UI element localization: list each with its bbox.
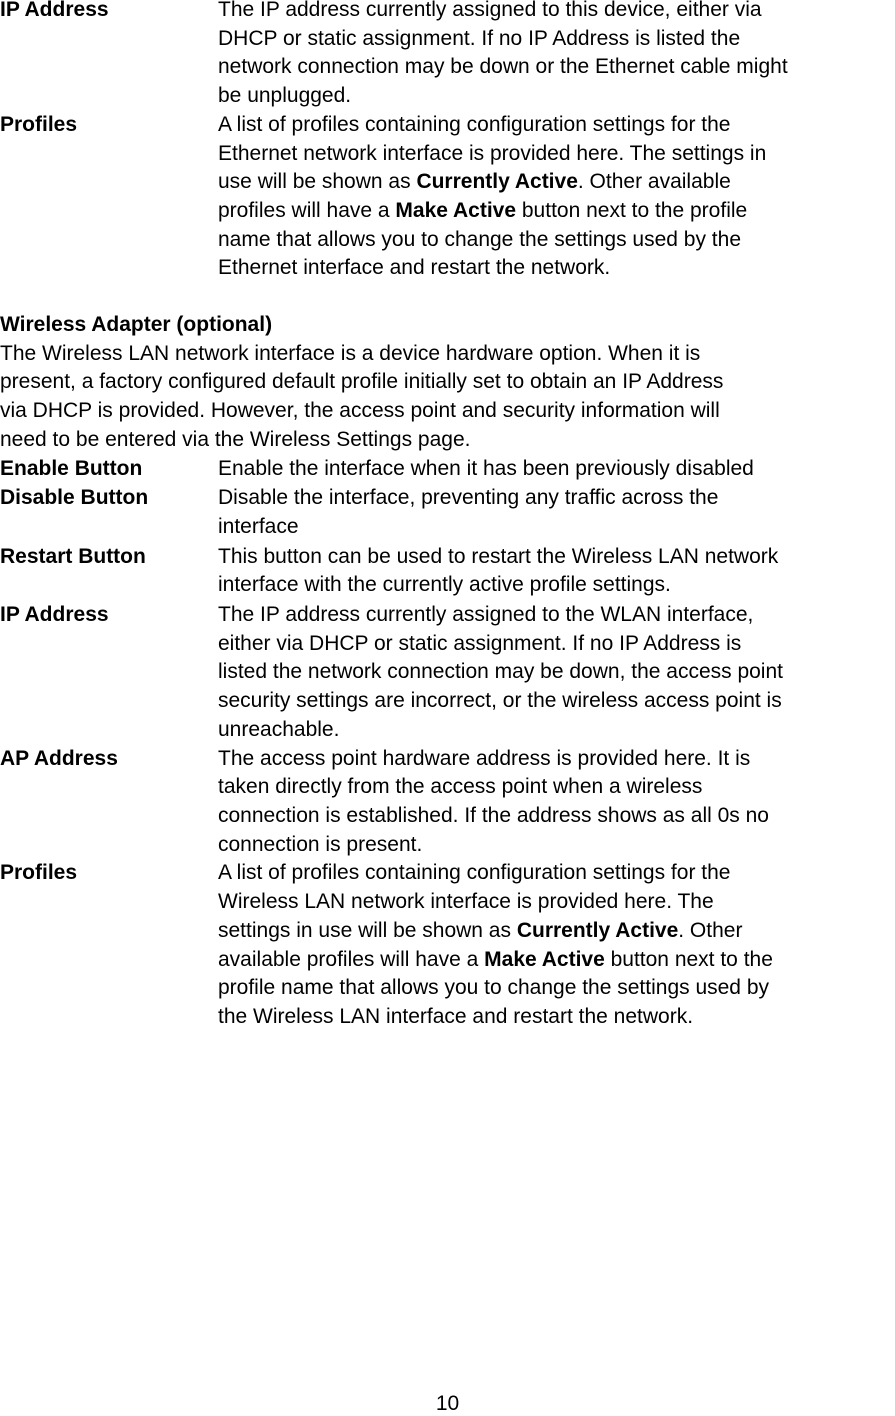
definition-wlan-ip-address [0,601,895,745]
desc-line: the Wireless LAN interface and restart the network. [218,1004,694,1028]
term-restart-button: Restart Button [0,544,146,568]
desc-line: interface [218,514,299,538]
term-ip-address: IP Address [0,0,109,21]
desc-line: The IP address currently assigned to the WLAN interface, [218,603,754,627]
intro-line: need to be entered via the Wireless Settings page. [0,427,471,451]
desc-ap-address [218,745,895,860]
intro-line: present, a factory configured default profile initially set to obtain an IP Address [0,370,724,394]
desc-text: . Other [678,918,743,942]
definition-wlan-profiles [0,859,895,1031]
make-active-label: Make Active [395,198,517,222]
desc-line: security settings are incorrect, or the wireless access point is [218,689,782,713]
desc-line: connection is present. [218,832,423,856]
desc-wlan-ip-address [218,601,895,745]
desc-restart-button [218,543,895,600]
desc-line [218,168,895,197]
desc-line: A list of profiles containing configuration settings for the [218,861,731,885]
definition-enable-button [0,455,895,484]
definition-restart-button [0,543,895,600]
desc-line: Enable the interface when it has been previously disabled [218,456,754,480]
intro-line: The Wireless LAN network interface is a device hardware option. When it is [0,341,701,365]
desc-line: A list of profiles containing configuration settings for the [218,112,731,136]
desc-line: listed the network connection may be down, the access point [218,660,783,684]
desc-line: The IP address currently assigned to this device, either via [218,0,762,21]
definition-ap-address [0,745,895,860]
desc-text: settings in use will be shown as [218,918,517,942]
page-number: 10 [435,1392,460,1415]
desc-line: name that allows you to change the settings used by the [218,227,742,251]
desc-line: Ethernet interface and restart the network. [218,256,611,280]
desc-text: . Other available [577,170,731,194]
desc-line: This button can be used to restart the Wireless LAN network [218,544,779,568]
term-profiles: Profiles [0,112,78,136]
desc-line: interface with the currently active profile settings. [218,573,671,597]
desc-line: profile name that allows you to change the settings used by [218,976,770,1000]
desc-line: Disable the interface, preventing any traffic across the [218,486,719,510]
desc-enable-button [218,455,895,484]
desc-text: button next to the [604,947,773,971]
desc-line: network connection may be down or the Ethernet cable might [218,55,788,79]
desc-line: be unplugged. [218,84,352,108]
desc-line [218,197,895,226]
wireless-intro-paragraph [0,340,895,455]
section-heading-wireless: Wireless Adapter (optional) [0,313,273,337]
desc-line: either via DHCP or static assignment. If no IP Address is [218,631,742,655]
desc-line: unreachable. [218,717,340,741]
desc-line: DHCP or static assignment. If no IP Address is listed the [218,26,741,50]
desc-profiles [218,111,895,283]
intro-line: via DHCP is provided. However, the access point and security information will [0,399,720,423]
definition-profiles [0,111,895,283]
desc-line: The access point hardware address is provided here. It is [218,746,751,770]
desc-line [218,946,895,975]
term-ap-address: AP Address [0,746,118,770]
desc-line: connection is established. If the address shows as all 0s no [218,803,769,827]
desc-text: available profiles will have a [218,947,485,971]
definition-ip-address [0,0,895,111]
desc-ip-address [218,0,895,111]
term-disable-button: Disable Button [0,486,149,510]
desc-line [218,917,895,946]
definition-disable-button [0,484,895,541]
currently-active-label: Currently Active [416,170,578,194]
desc-line: taken directly from the access point when a wireless [218,775,703,799]
term-wlan-ip-address: IP Address [0,603,109,627]
desc-wlan-profiles [218,859,895,1031]
desc-text: button next to the profile [516,198,748,222]
desc-line: Ethernet network interface is provided here. The settings in [218,141,767,165]
make-active-label: Make Active [484,947,605,971]
term-wlan-profiles: Profiles [0,861,78,885]
term-enable-button: Enable Button [0,456,143,480]
currently-active-label: Currently Active [516,918,679,942]
desc-text: use will be shown as [218,170,417,194]
desc-line: Wireless LAN network interface is provided here. The [218,890,714,914]
desc-text: profiles will have a [218,198,396,222]
desc-disable-button [218,484,895,541]
